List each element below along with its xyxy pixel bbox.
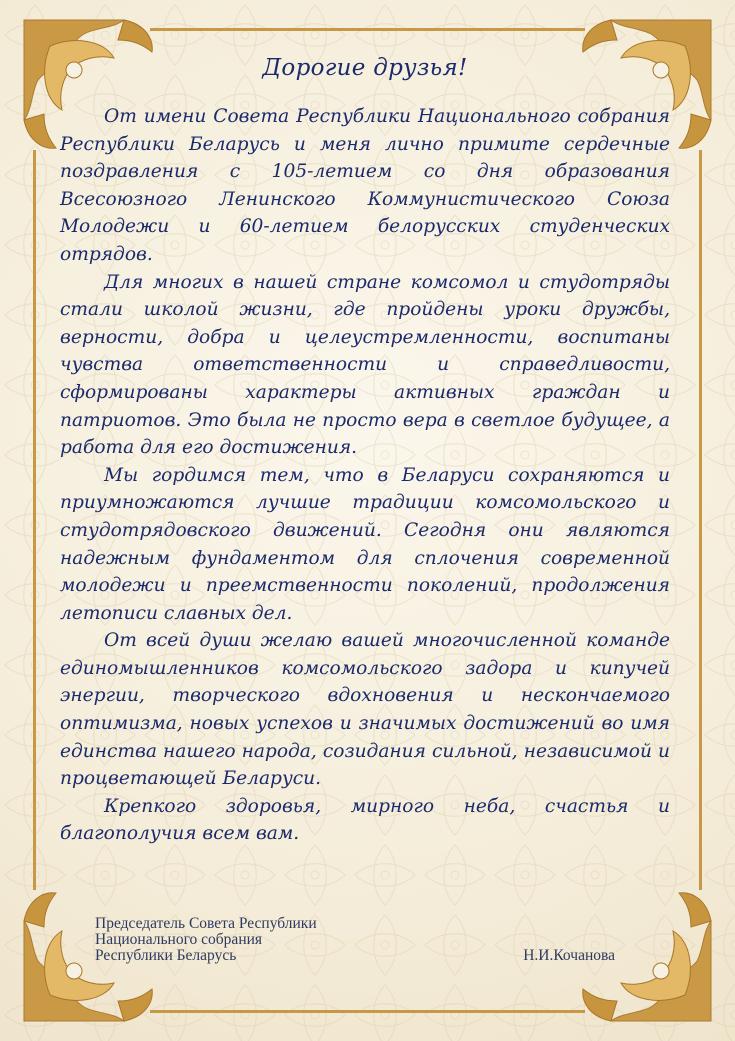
frame-right-line — [699, 150, 702, 890]
letter-paragraph: Для многих в нашей стране комсомол и студотряды стали школой жизни, где пройдены уроки дружбы, верности, добра и целеустремленности, воспитаны чувства ответственности и справедливости, сформированы характеры активных граждан и патриотов. Это была не просто вера в светлое будущее, а работа для его достижения. — [60, 271, 670, 459]
frame-top-line — [150, 28, 585, 31]
letter-paragraph: От всей души желаю вашей многочисленной команде единомышленников комсомольского задора и кипучей энергии, творческого вдохновения и нескончаемого оптимизма, новых успехов и значимых достижений во имя единства нашего народа, созидания сильной, независимой и процветающей Беларуси. — [60, 630, 670, 790]
signature-block — [95, 916, 625, 964]
signature-name: Н.И.Кочанова — [523, 947, 615, 964]
signature-title-line: Республики Беларусь — [95, 947, 237, 964]
letter-body — [60, 55, 670, 848]
signature-title-line: Национального собрания — [95, 931, 263, 948]
frame-left-line — [33, 150, 36, 890]
frame-bottom-line — [150, 1010, 585, 1013]
letter-paragraph: Крепкого здоровья, мирного неба, счастья и благополучия всем вам. — [60, 795, 670, 845]
letter-paragraph: Мы гордимся тем, что в Беларуси сохраняются и приумножаются лучшие традиции комсомольского и студотрядовского движений. Сегодня они являются надежным фундаментом для сплочения современной молодежи и преемственности поколений, продолжения летописи славных дел. — [60, 464, 670, 624]
letter-greeting: Дорогие друзья! — [262, 55, 468, 81]
signature-title-line: Председатель Совета Республики — [95, 915, 317, 932]
letter-paragraph: От имени Совета Республики Национального собрания Республики Беларусь и меня лично примите сердечные поздравления с 105-летием со дня образования Всесоюзного Ленинского Коммунистического Союза Молодежи и 60-летием белорусских студенческих отрядов. — [60, 106, 670, 265]
